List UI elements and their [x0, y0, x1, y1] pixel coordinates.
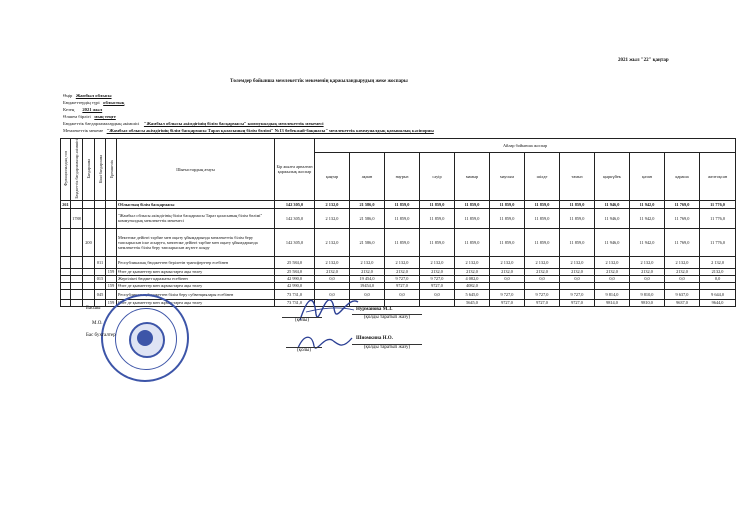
month-value-cell: 11 859,0 [490, 228, 525, 256]
month-value-cell: 21 586,0 [350, 200, 385, 208]
month-value-cell: 9727,0 [560, 299, 595, 306]
month-value-cell: 9727,0 [420, 282, 455, 289]
code-cell [106, 208, 117, 228]
expense-name-cell: Өзге де қызметтер мен жұмыстарға ақы төлеу [117, 282, 275, 289]
year-total-cell: 142 305,0 [275, 200, 315, 208]
table-row [61, 275, 736, 282]
month-value-cell: 0,0 [665, 275, 700, 282]
expense-name-cell: Республикалық бюджеттен білім беру субвенциялары есебінен [117, 289, 275, 299]
month-value-cell: 2 132,0 [315, 228, 350, 256]
month-value-cell: 2 132,0 [560, 256, 595, 268]
month-value-cell: 9727,0 [525, 299, 560, 306]
month-value-cell: 11 859,0 [525, 228, 560, 256]
month-value-cell: 2 132,0 [315, 256, 350, 268]
month-value-cell: 11 776,0 [700, 228, 736, 256]
month-value-cell: 0,0 [420, 289, 455, 299]
month-value-cell: 2132,0 [350, 268, 385, 275]
month-value-cell: 9 637,0 [665, 289, 700, 299]
code-cell [71, 275, 83, 282]
month-value-cell: 11 859,0 [490, 208, 525, 228]
meta-currency: Өлшем бірлігі мың теңге [63, 114, 116, 119]
month-value-cell: 4 082,0 [455, 275, 490, 282]
head-signature [294, 290, 364, 330]
month-value-cell: 9 727,0 [420, 275, 455, 282]
month-value-cell: 9 727,0 [490, 289, 525, 299]
month-value-cell: 9727,0 [385, 282, 420, 289]
month-value-cell: 0,0 [630, 275, 665, 282]
code-cell [83, 200, 95, 208]
expense-name-cell: Өзге де қызметтер мен жұмыстарға ақы төлеу [117, 299, 275, 306]
col-name: Шығыстардың атауы [117, 139, 275, 201]
period-value: 2021 жыл [82, 107, 103, 112]
region-value: Жамбыл облысы [75, 93, 112, 98]
code-cell: 011 [95, 256, 106, 268]
month-value-cell [665, 282, 700, 289]
month-value-cell: 11 859,0 [455, 200, 490, 208]
month-value-cell: 0,0 [525, 275, 560, 282]
code-cell [61, 208, 71, 228]
code-cell [95, 200, 106, 208]
month-value-cell: 11 946,0 [595, 208, 630, 228]
meta-institution: Мемлекеттік мекеме "Жамбыл облысы әкімдігінің білім басқармасы Тараз қаласының білім бөлімі" №13 бөбекжай-бақшасы" мемлекеттік коммуналдық қазыналық кәсіпорны [63, 128, 434, 133]
month-value-cell: 21 586,0 [350, 208, 385, 228]
month-header: қыркүйек [595, 152, 630, 200]
plan-body [61, 200, 736, 306]
code-cell [95, 282, 106, 289]
code-cell [71, 289, 83, 299]
month-value-cell [490, 282, 525, 289]
month-value-cell: 2 132,0 [315, 200, 350, 208]
document-title: Төлемдер бойынша мемлекеттік мекеменің қаржыландырудың жеке жоспары [230, 79, 408, 84]
code-cell [61, 268, 71, 275]
month-value-cell: 9814,0 [595, 299, 630, 306]
code-cell [83, 289, 95, 299]
month-value-cell: 11 769,0 [665, 200, 700, 208]
month-value-cell: 11 859,0 [455, 208, 490, 228]
head-role: Басшы [86, 306, 101, 311]
month-value-cell: 9 644,0 [700, 289, 736, 299]
col-subprogram: Кіші бағдарлама [95, 139, 106, 201]
month-header: ақпан [350, 152, 385, 200]
month-value-cell: 9644,0 [700, 299, 736, 306]
month-value-cell: 9810,0 [630, 299, 665, 306]
code-cell: 159 [106, 299, 117, 306]
year-total-cell: 42 990,0 [275, 282, 315, 289]
code-cell: 045 [95, 289, 106, 299]
month-value-cell: 21 586,0 [350, 228, 385, 256]
month-value-cell: 2 132,0 [595, 256, 630, 268]
month-value-cell: 9 727,0 [385, 275, 420, 282]
month-header: желтоқсан [700, 152, 736, 200]
expense-name-cell: Өзге де қызметтер мен жұмыстарға ақы төлеу [117, 268, 275, 275]
code-cell: 261 [62, 201, 69, 207]
expense-name-cell: Облыстың білім басқармасы [117, 200, 275, 208]
month-value-cell: 2 132,0 [630, 256, 665, 268]
month-value-cell: 11 859,0 [385, 200, 420, 208]
code-cell [71, 268, 83, 275]
month-value-cell: 11 859,0 [420, 228, 455, 256]
code-cell [106, 200, 117, 208]
month-value-cell: 11 769,0 [665, 228, 700, 256]
code-cell: 1788 [71, 208, 83, 228]
admin-value: "Жамбыл облысы әкімдігінің білім басқармасы" коммуналдық мемлекеттік мекемесі [143, 121, 324, 126]
month-value-cell [560, 282, 595, 289]
year-total-cell: 73 731,0 [275, 289, 315, 299]
budget-type-value: облыстық [103, 100, 125, 105]
expense-name-cell: "Жамбыл облысы әкімдігінің білім басқармасы Тараз қаласының білім бөлімі" коммуналдық мемлекеттік мекемесі [117, 208, 275, 228]
code-cell [95, 208, 106, 228]
table-row [61, 200, 736, 208]
month-value-cell: 0,0 [595, 275, 630, 282]
month-value-cell: 2 132,0 [455, 256, 490, 268]
month-value-cell: 2132,0 [490, 268, 525, 275]
month-value-cell: 2132,0 [630, 268, 665, 275]
month-value-cell: 11 859,0 [490, 200, 525, 208]
month-value-cell [630, 282, 665, 289]
month-header: мамыр [455, 152, 490, 200]
month-header: шілде [525, 152, 560, 200]
code-cell [83, 275, 95, 282]
month-header: қазан [630, 152, 665, 200]
month-value-cell: 5 645,0 [455, 289, 490, 299]
code-cell [71, 200, 83, 208]
month-value-cell: 9 727,0 [525, 289, 560, 299]
month-value-cell: 11 859,0 [385, 208, 420, 228]
code-cell [71, 228, 83, 256]
col-admin-code: Бюджеттік бағдарламалар әкімшісі [71, 139, 83, 201]
currency-value: мың теңге [94, 114, 116, 119]
year-total-cell: 42 990,0 [275, 275, 315, 282]
month-value-cell: 0,0 [350, 289, 385, 299]
code-cell: 200 [83, 228, 95, 256]
meta-region: Өңір Жамбыл облысы [63, 93, 112, 98]
month-value-cell: 0,0 [385, 289, 420, 299]
code-cell [61, 275, 71, 282]
accountant-sign-caption: (қолы) [286, 347, 322, 353]
month-value-cell: 2132,0 [560, 268, 595, 275]
month-value-cell [385, 299, 420, 306]
expense-name-cell: Республикалық бюджеттен берілетін трансферттер есебінен [117, 256, 275, 268]
meta-period: Кезең 2021 жыл [63, 107, 103, 112]
code-cell [71, 256, 83, 268]
month-value-cell: 11 859,0 [525, 200, 560, 208]
month-value-cell: 2132,0 [420, 268, 455, 275]
month-value-cell: 2 132,0 [315, 208, 350, 228]
code-cell [61, 256, 71, 268]
month-value-cell: 9 810,0 [630, 289, 665, 299]
month-value-cell: 11 946,0 [595, 228, 630, 256]
month-value-cell: 9727,0 [490, 299, 525, 306]
code-cell [61, 282, 71, 289]
month-value-cell: 0,0 [560, 275, 595, 282]
code-cell [61, 228, 71, 256]
month-value-cell: 0,0 [490, 275, 525, 282]
month-value-cell: 11 859,0 [560, 228, 595, 256]
code-cell: 159 [106, 282, 117, 289]
month-value-cell: 2 132,0 [350, 256, 385, 268]
code-cell [71, 299, 83, 306]
col-func-group: Функционалдық топ [61, 139, 71, 201]
month-value-cell: 11 776,0 [700, 208, 736, 228]
month-header: сәуір [420, 152, 455, 200]
month-value-cell: 19 454,0 [350, 275, 385, 282]
month-value-cell: 2132,0 [665, 268, 700, 275]
month-value-cell: 2 132,0 [385, 256, 420, 268]
month-value-cell: 4082,0 [455, 282, 490, 289]
month-value-cell [315, 282, 350, 289]
code-cell: 015 [95, 275, 106, 282]
month-value-cell: 2132,0 [700, 268, 736, 275]
month-value-cell: 5645,0 [455, 299, 490, 306]
month-value-cell [700, 282, 736, 289]
month-value-cell: 9 814,0 [595, 289, 630, 299]
head-name: Нурманова М.З. [356, 307, 393, 312]
month-value-cell: 11 942,0 [630, 200, 665, 208]
code-cell [106, 228, 117, 256]
month-value-cell: 0,0 [315, 289, 350, 299]
month-value-cell [595, 282, 630, 289]
financing-plan-table [60, 138, 736, 307]
meta-admin: Бюджеттік бағдарламалардың әкімшісі "Жамбыл облысы әкімдігінің білім басқармасы" коммуналдық мемлекеттік мекемесі [63, 121, 324, 126]
month-value-cell: 2132,0 [455, 268, 490, 275]
code-cell [83, 268, 95, 275]
month-value-cell: 11 776,0 [700, 200, 736, 208]
expense-name-cell: Жергілікті бюджет қаражаты есебінен [117, 275, 275, 282]
month-value-cell: 19454,0 [350, 282, 385, 289]
month-value-cell: 11 859,0 [420, 200, 455, 208]
month-value-cell: 11 942,0 [630, 208, 665, 228]
month-header: маусым [490, 152, 525, 200]
year-total-cell: 142 305,0 [275, 228, 315, 256]
month-value-cell: 2 132,0 [665, 256, 700, 268]
year-total-cell: 73 731,0 [275, 299, 315, 306]
accountant-role: Бас бухгалтер [86, 333, 116, 338]
month-header: қараша [665, 152, 700, 200]
month-value-cell: 2132,0 [315, 268, 350, 275]
month-value-cell: 9637,0 [665, 299, 700, 306]
month-value-cell: 11 942,0 [630, 228, 665, 256]
month-value-cell: 2 132,0 [490, 256, 525, 268]
month-header: тамыз [560, 152, 595, 200]
table-row [61, 268, 736, 275]
stamp-label: М.О. [92, 321, 103, 326]
code-cell [95, 268, 106, 275]
code-cell [61, 289, 71, 299]
institution-value: "Жамбыл облысы әкімдігінің білім басқармасы Тараз қаласының білім бөлімі" №13 бөбекжай-бақшасы" мемлекеттік коммуналдық қазыналық кәсіпорны [106, 128, 434, 133]
month-value-cell: 11 859,0 [560, 200, 595, 208]
month-value-cell: 0,0 [700, 275, 736, 282]
table-row [61, 256, 736, 268]
code-cell [83, 208, 95, 228]
table-row [61, 208, 736, 228]
month-value-cell: 9 727,0 [560, 289, 595, 299]
expense-name-cell: Мектепке дейінгі тәрбие мен оқыту ұйымдарында мемлекеттік білім беру тапсырысын іске асыруға, мектепке дейінгі тәрбие мен оқыту ұйымдарында мемлекеттік білім беру тапсырысын жүзеге асыру [117, 228, 275, 256]
month-value-cell: 11 946,0 [595, 200, 630, 208]
code-cell [106, 275, 117, 282]
code-cell [83, 256, 95, 268]
col-year-total: Бір жылға арналған қаржылық жоспар [275, 139, 315, 201]
month-value-cell: 0,0 [315, 275, 350, 282]
meta-budget-type: Бюджеттердің түрі облыстық [63, 100, 125, 105]
col-program: Бағдарлама [83, 139, 95, 201]
col-specifics: Ерекшелік [106, 139, 117, 201]
month-value-cell: 11 859,0 [525, 208, 560, 228]
month-header: қаңтар [315, 152, 350, 200]
col-months-group: Айлар бойынша жоспар [315, 139, 736, 153]
accountant-name-caption: (қолды таратып жазу) [352, 344, 422, 350]
month-value-cell: 2132,0 [385, 268, 420, 275]
code-cell [106, 256, 117, 268]
table-row [61, 228, 736, 256]
month-value-cell: 11 859,0 [455, 228, 490, 256]
month-header: наурыз [385, 152, 420, 200]
accountant-name: Шномкина Н.О. [356, 336, 393, 341]
table-row [61, 282, 736, 289]
month-value-cell: 11 769,0 [665, 208, 700, 228]
code-cell [106, 289, 117, 299]
month-value-cell: 11 859,0 [420, 208, 455, 228]
year-total-cell: 25 584,0 [275, 268, 315, 275]
code-cell [71, 282, 83, 289]
month-value-cell: 11 859,0 [560, 208, 595, 228]
month-value-cell [525, 282, 560, 289]
code-cell: 159 [106, 268, 117, 275]
month-value-cell: 2132,0 [595, 268, 630, 275]
code-cell [95, 228, 106, 256]
official-stamp [101, 294, 189, 382]
head-name-caption: (қолды таратып жазу) [352, 314, 422, 320]
month-value-cell: 11 859,0 [385, 228, 420, 256]
month-value-cell [420, 299, 455, 306]
month-value-cell: 2132,0 [525, 268, 560, 275]
code-cell [61, 299, 71, 306]
month-value-cell: 2 132,0 [525, 256, 560, 268]
month-value-cell: 2 132,0 [420, 256, 455, 268]
code-cell [83, 282, 95, 289]
document-date: 2021 жыл "22" қаңтар [618, 58, 669, 63]
year-total-cell: 142 305,0 [275, 208, 315, 228]
head-sign-caption: (қолы) [282, 317, 322, 323]
month-value-cell: 2 132,0 [700, 256, 736, 268]
year-total-cell: 25 584,0 [275, 256, 315, 268]
